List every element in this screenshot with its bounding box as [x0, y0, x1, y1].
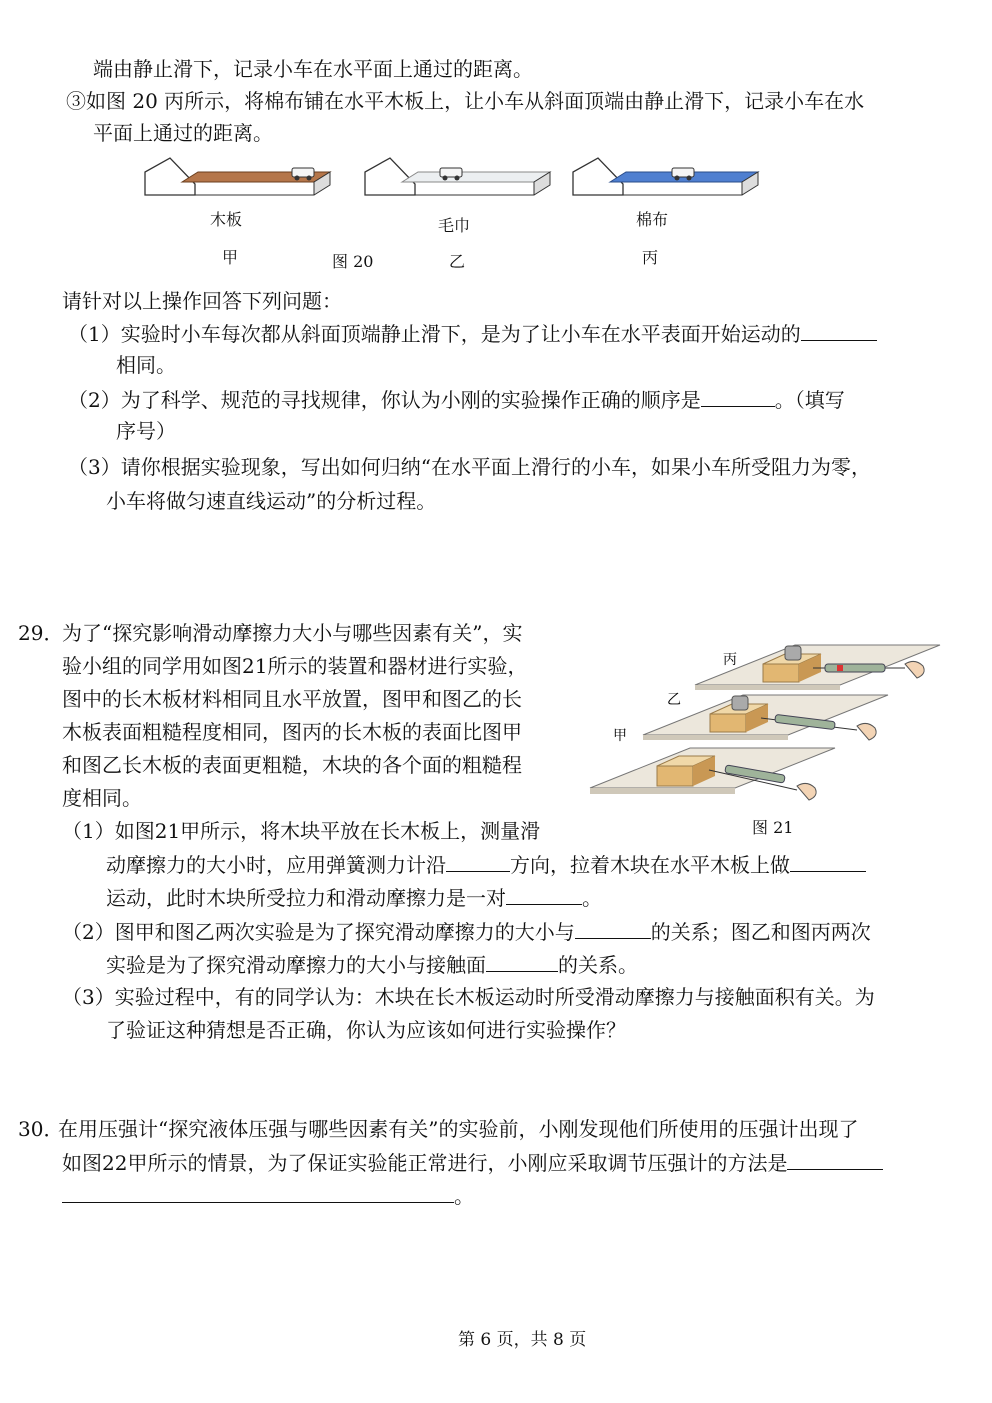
fig20-caption: 图 20 [332, 252, 374, 271]
q29-number: 29． [18, 621, 64, 645]
q29-direction-blank[interactable] [446, 851, 510, 872]
step2-continuation: 端由静止滑下，记录小车在水平面上通过的距离。 [93, 57, 533, 81]
q29-part2-mid: 的关系；图乙和图丙两次 [650, 920, 871, 944]
q29-part3-line1: （3）实验过程中，有的同学认为：木块在长木板运动时所受滑动摩擦力与接触面积有关。为 [62, 985, 875, 1009]
q29-motion-blank[interactable] [790, 851, 866, 872]
q29-line5: 和图乙长木板的表面更粗糙，木块的各个面的粗糙程 [62, 753, 522, 777]
q28-part1 [68, 320, 877, 347]
q29-part3-line2: 了验证这种猜想是否正确，你认为应该如何进行实验操作？ [106, 1018, 626, 1042]
q28-part1-cont: 相同。 [116, 353, 176, 377]
q30-line3-end: 。 [454, 1184, 474, 1208]
q29-part1-line2-mid: 方向，拉着木块在水平木板上做 [510, 853, 790, 877]
q29-part1-line2-text: 动摩擦力的大小时，应用弹簧测力计沿 [106, 853, 446, 877]
q29-part2-line1 [62, 918, 871, 945]
fig21-setup-jia [590, 748, 835, 800]
step3-line1: ③如图 20 丙所示，将棉布铺在水平木板上，让小车从斜面顶端由静止滑下，记录小车在水 [66, 89, 865, 113]
q28-part1-text: （1）实验时小车每次都从斜面顶端静止滑下，是为了让小车在水平表面开始运动的 [68, 322, 801, 346]
fig20-label-bing: 丙 [642, 248, 659, 267]
q28-part2-blank[interactable] [701, 386, 775, 407]
q30-line1: 在用压强计“探究液体压强与哪些因素有关”的实验前，小刚发现他们所使用的压强计出现了 [58, 1117, 859, 1141]
q29-factor-blank[interactable] [575, 918, 651, 939]
fig20-material-wood: 木板 [210, 210, 243, 229]
q29-part1-line3-end: 。 [582, 886, 602, 910]
fig21-label-yi: 乙 [667, 692, 681, 708]
q30-line3 [62, 1182, 474, 1209]
fig21-caption: 图 21 [752, 818, 794, 837]
q29-part2-line2 [106, 951, 638, 978]
q28-part2 [68, 386, 845, 413]
q30-method-blank-2[interactable] [62, 1182, 454, 1203]
fig20-panel-cotton [573, 158, 758, 195]
q29-line6: 度相同。 [62, 786, 142, 810]
q29-surface-blank[interactable] [486, 951, 558, 972]
q29-part2-text: （2）图甲和图乙两次实验是为了探究滑动摩擦力的大小与 [62, 920, 575, 944]
q28-part2-cont: 序号） [116, 419, 176, 443]
figure-21 [585, 640, 945, 810]
q29-part2-line2-end: 的关系。 [558, 953, 638, 977]
q29-line4: 木板表面粗糙程度相同，图丙的长木板的表面比图甲 [62, 720, 522, 744]
q28-part2-suffix: 。（填写 [774, 388, 845, 412]
q28-part2-text: （2）为了科学、规范的寻找规律，你认为小刚的实验操作正确的顺序是 [68, 388, 701, 412]
q30-line2-text: 如图22甲所示的情景，为了保证实验能正常进行，小刚应采取调节压强计的方法是 [62, 1151, 788, 1175]
figure-20 [140, 150, 780, 210]
q30-line2 [62, 1149, 883, 1176]
fig20-material-towel: 毛巾 [438, 216, 471, 235]
fig20-label-jia: 甲 [222, 248, 239, 267]
fig20-label-yi: 乙 [449, 252, 466, 271]
fig21-label-jia: 甲 [613, 728, 627, 744]
page-footer: 第 6 页，共 8 页 [458, 1330, 587, 1350]
q29-line2: 验小组的同学用如图21所示的装置和器材进行实验， [62, 654, 528, 678]
q29-part1-line1: （1）如图21甲所示，将木块平放在长木板上，测量滑 [62, 819, 541, 843]
questions-intro: 请针对以上操作回答下列问题： [62, 289, 342, 313]
q29-part2-line2-text: 实验是为了探究滑动摩擦力的大小与接触面 [106, 953, 486, 977]
q28-part1-blank[interactable] [801, 320, 877, 341]
fig21-label-bing: 丙 [723, 652, 737, 668]
fig20-panel-wood [145, 158, 330, 195]
q28-part3-line1: （3）请你根据实验现象，写出如何归纳“在水平面上滑行的小车，如果小车所受阻力为零， [68, 455, 871, 479]
fig20-material-cotton: 棉布 [636, 210, 669, 229]
q30-number: 30． [18, 1117, 64, 1141]
q29-part1-line2 [106, 851, 866, 878]
q29-force-pair-blank[interactable] [506, 884, 582, 905]
q29-part1-line3 [106, 884, 602, 911]
q29-part1-line3-text: 运动，此时木块所受拉力和滑动摩擦力是一对 [106, 886, 506, 910]
q29-line3: 图中的长木板材料相同且水平放置，图甲和图乙的长 [62, 687, 522, 711]
q28-part3-line2: 小车将做匀速直线运动”的分析过程。 [106, 489, 437, 513]
q29-line1: 为了“探究影响滑动摩擦力大小与哪些因素有关”，实 [62, 621, 523, 645]
fig20-panel-towel [365, 158, 550, 195]
step3-line2: 平面上通过的距离。 [93, 121, 273, 145]
q30-method-blank-1[interactable] [787, 1149, 883, 1170]
